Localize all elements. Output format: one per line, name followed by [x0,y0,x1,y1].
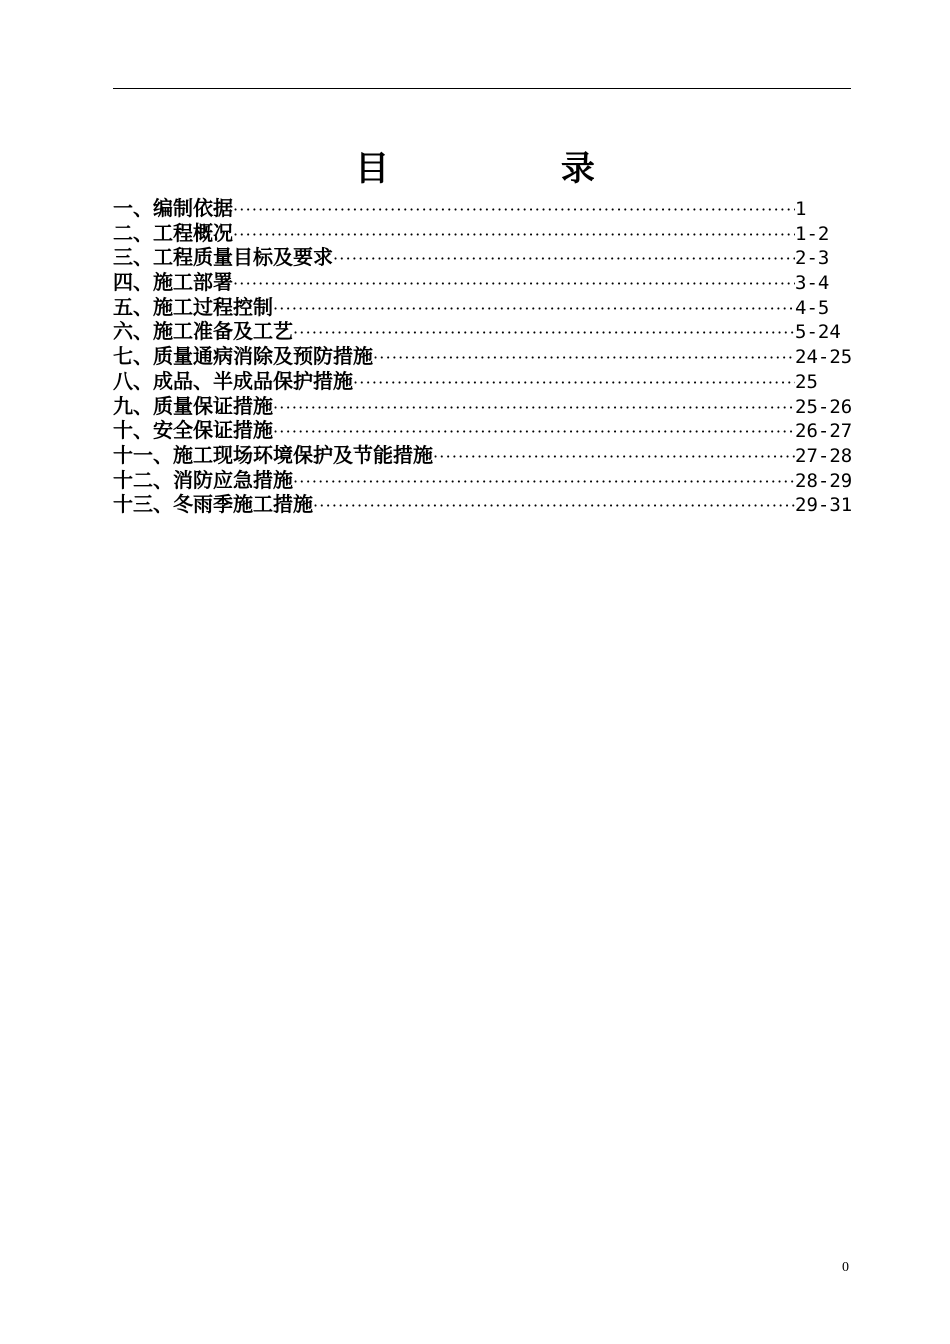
toc-entry-page: 25 [795,370,818,393]
toc-entry-label: 十、安全保证措施 [113,418,273,443]
toc-entry-page: 26-27 [795,420,853,443]
toc-dot-leader [273,297,795,322]
toc-dot-leader [373,346,795,371]
toc-entry[interactable] [113,344,853,369]
toc-entry-page: 2-3 [795,247,830,270]
toc-entry-page: 3-4 [795,272,830,295]
toc-entry-page: 29-31 [795,494,853,517]
toc-entry[interactable] [113,418,853,443]
toc-entry-page: 24-25 [795,346,853,369]
toc-entry-label: 一、编制依据 [113,196,233,220]
toc-entry-page: 4-5 [795,296,830,319]
toc-entry[interactable] [113,295,853,320]
toc-entry[interactable] [113,319,853,344]
toc-entry-page: 1 [795,198,807,220]
toc-dot-leader [293,321,795,346]
toc-entry[interactable] [113,221,853,246]
toc-entry-page: 28-29 [795,469,853,492]
toc-entry[interactable] [113,394,853,419]
header-rule [113,88,851,89]
toc-entry-page: 5-24 [795,321,841,344]
toc-title: 目 录 [355,149,675,189]
toc-dot-leader [353,371,795,396]
toc-entry-label: 二、工程概况 [113,220,233,245]
page-number: 0 [842,1260,849,1275]
toc-entry-page: 1-2 [795,222,830,245]
toc-entry-label: 四、施工部署 [113,270,233,295]
toc-dot-leader [333,247,795,272]
toc-dot-leader [433,445,795,470]
toc-entry-label: 五、施工过程控制 [113,294,273,319]
toc-entry[interactable] [113,468,853,493]
toc-entry-page: 27-28 [795,444,853,467]
toc-entry[interactable] [113,443,853,468]
toc-entry-label: 十三、冬雨季施工措施 [113,492,313,517]
toc-entry-label: 六、施工准备及工艺 [113,319,293,344]
table-of-contents [113,196,853,517]
toc-entry-label: 八、成品、半成品保护措施 [113,368,353,393]
toc-dot-leader [273,396,795,421]
toc-entry-label: 七、质量通病消除及预防措施 [113,344,373,369]
toc-dot-leader [233,223,795,248]
toc-entry[interactable] [113,245,853,270]
toc-dot-leader [273,420,795,445]
toc-dot-leader [293,470,795,495]
toc-entry-label: 三、工程质量目标及要求 [113,245,333,270]
toc-entry-label: 十二、消防应急措施 [113,467,293,492]
toc-entry[interactable] [113,196,853,221]
toc-entry-label: 十一、施工现场环境保护及节能措施 [113,442,433,467]
toc-entry-page: 25-26 [795,395,853,418]
toc-entry[interactable] [113,270,853,295]
toc-entry[interactable] [113,492,853,517]
toc-dot-leader [233,198,795,223]
toc-entry[interactable] [113,369,853,394]
toc-entry-label: 九、质量保证措施 [113,393,273,418]
toc-dot-leader [313,494,795,519]
toc-dot-leader [233,272,795,297]
